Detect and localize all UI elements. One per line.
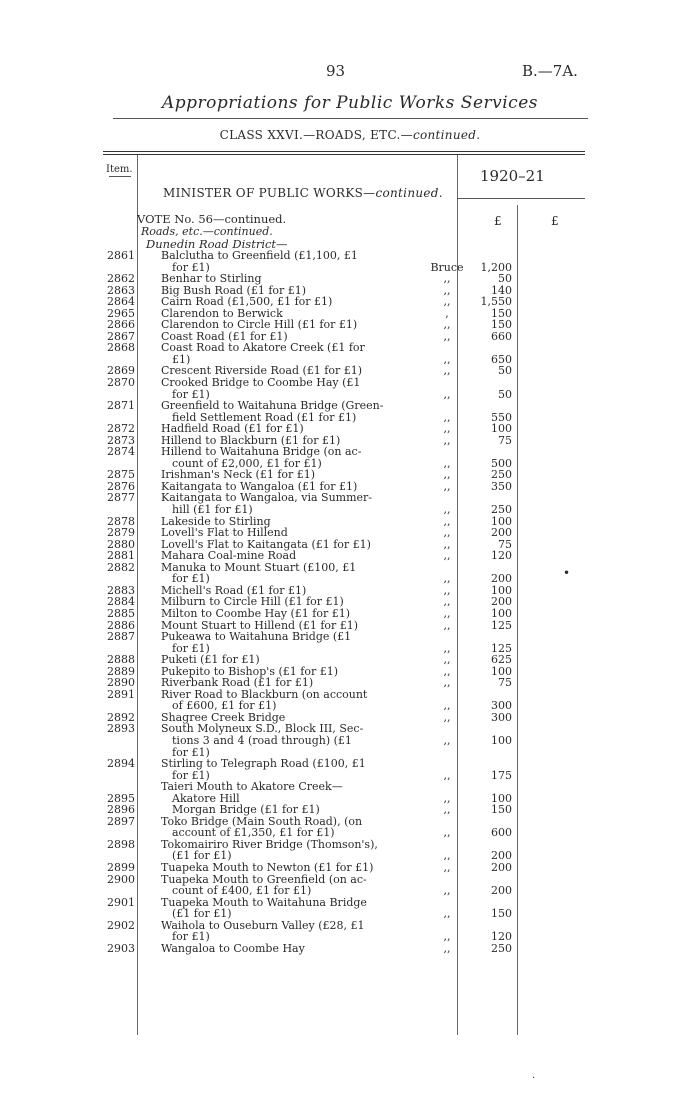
vote-heading: VOTE No. 56—continued. bbox=[137, 212, 287, 226]
item-description: Balclutha to Greenfield (£1,100, £1 bbox=[161, 249, 358, 262]
table-row bbox=[0, 816, 700, 839]
district-heading: Dunedin Road District— bbox=[146, 237, 288, 251]
amount: 125 bbox=[491, 618, 512, 632]
amount: 300 bbox=[491, 699, 512, 713]
item-number: 2876 bbox=[107, 479, 135, 493]
amount: 140 bbox=[491, 283, 512, 297]
amount: 100 bbox=[491, 791, 512, 805]
item-number: 2965 bbox=[107, 306, 135, 320]
item-number: 2890 bbox=[107, 676, 135, 690]
item-number: 2887 bbox=[107, 630, 135, 644]
amount: 50 bbox=[498, 272, 512, 286]
minister-heading bbox=[163, 186, 443, 200]
electorate: ,, bbox=[443, 676, 451, 690]
class-heading-continued: continued. bbox=[412, 128, 481, 142]
table-row bbox=[0, 250, 700, 273]
electorate: ,, bbox=[443, 329, 451, 343]
item-number: 2888 bbox=[107, 653, 135, 667]
amount: 100 bbox=[491, 514, 512, 528]
electorate: ,, bbox=[443, 514, 451, 528]
item-description: Pukeawa to Waitahuna Bridge (£1 bbox=[161, 630, 352, 644]
item-number: 2861 bbox=[107, 249, 135, 262]
electorate: ,, bbox=[443, 884, 451, 898]
item-description: Michell's Road (£1 for £1) bbox=[161, 583, 307, 597]
item-number: 2871 bbox=[107, 399, 135, 413]
amount: 200 bbox=[491, 595, 512, 609]
table-row bbox=[0, 654, 700, 666]
item-description: Waihola to Ouseburn Valley (£28, £1 bbox=[161, 918, 365, 932]
amount: 625 bbox=[491, 653, 512, 667]
item-description: Greenfield to Waitahuna Bridge (Green- bbox=[161, 399, 384, 413]
item-description: Kaitangata to Wangaloa, via Summer- bbox=[161, 491, 373, 505]
table-row bbox=[0, 516, 700, 528]
year-underline bbox=[457, 198, 585, 199]
table-row bbox=[0, 920, 700, 943]
table-row bbox=[0, 781, 700, 793]
item-number: 2862 bbox=[107, 272, 135, 286]
pound-sign: £ bbox=[551, 214, 559, 228]
table-row bbox=[0, 492, 700, 515]
electorate: ,, bbox=[443, 352, 451, 366]
electorate: ,, bbox=[443, 456, 451, 470]
pound-sign: £ bbox=[494, 214, 502, 228]
amount: 100 bbox=[491, 733, 512, 747]
amount: 600 bbox=[491, 826, 512, 840]
item-description: Lovell's Flat to Hillend bbox=[161, 526, 288, 540]
electorate: ,, bbox=[443, 618, 451, 632]
item-number: 2886 bbox=[107, 618, 135, 632]
amount: 75 bbox=[498, 433, 512, 447]
electorate: Bruce bbox=[430, 260, 464, 274]
item-number: 2901 bbox=[107, 895, 135, 909]
item-description: Wangaloa to Coombe Hay bbox=[161, 941, 305, 955]
item-description-continued: £1) bbox=[172, 352, 191, 366]
page-number: 93 bbox=[326, 62, 346, 80]
item-description: Stirling to Telegraph Road (£100, £1 bbox=[161, 757, 366, 771]
electorate: ,, bbox=[443, 826, 451, 840]
amount: 100 bbox=[491, 422, 512, 436]
item-number: 2894 bbox=[107, 757, 135, 771]
item-description: Toko Bridge (Main South Road), (on bbox=[161, 814, 363, 828]
table-top-rule bbox=[103, 151, 585, 152]
electorate: ,, bbox=[443, 537, 451, 551]
amount: 200 bbox=[491, 572, 512, 586]
amount: 200 bbox=[491, 849, 512, 863]
electorate: ,, bbox=[443, 768, 451, 782]
item-number: 2872 bbox=[107, 422, 135, 436]
table-row bbox=[0, 723, 700, 758]
item-description: Crooked Bridge to Coombe Hay (£1 bbox=[161, 376, 361, 390]
electorate: ,, bbox=[443, 641, 451, 655]
item-number: 2884 bbox=[107, 595, 135, 609]
electorate: ,, bbox=[443, 653, 451, 667]
item-number: 2864 bbox=[107, 295, 135, 309]
item-number: 2900 bbox=[107, 872, 135, 886]
table-row bbox=[0, 400, 700, 423]
table-row bbox=[0, 562, 700, 585]
item-description-continued: for £1) bbox=[172, 260, 210, 274]
electorate: ,, bbox=[443, 699, 451, 713]
table-row bbox=[0, 689, 700, 712]
electorate: ,, bbox=[443, 572, 451, 586]
electorate: ,, bbox=[443, 364, 451, 378]
amount: 650 bbox=[491, 352, 512, 366]
item-description-continued: hill (£1 for £1) bbox=[172, 503, 253, 517]
stray-mark: · bbox=[532, 1073, 536, 1084]
item-number: 2877 bbox=[107, 491, 135, 505]
electorate: ,, bbox=[443, 849, 451, 863]
table-row bbox=[0, 897, 700, 920]
item-description: Lakeside to Stirling bbox=[161, 514, 271, 528]
electorate: ,, bbox=[443, 318, 451, 332]
electorate: ,, bbox=[443, 941, 451, 955]
appropriation-rows bbox=[0, 250, 700, 954]
electorate: ,, bbox=[443, 422, 451, 436]
table-top-rule-double bbox=[103, 154, 585, 155]
item-description-continued: for £1) bbox=[172, 572, 210, 586]
item-number: 2863 bbox=[107, 283, 135, 297]
electorate: ,, bbox=[443, 664, 451, 678]
amount: 100 bbox=[491, 606, 512, 620]
table-row bbox=[0, 793, 700, 805]
item-description: Tuapeka Mouth to Newton (£1 for £1) bbox=[161, 860, 374, 874]
item-number: 2874 bbox=[107, 445, 135, 459]
item-description-continued: (£1 for £1) bbox=[172, 849, 232, 863]
item-description: Coast Road (£1 for £1) bbox=[161, 329, 288, 343]
item-description-continued: for £1) bbox=[172, 641, 210, 655]
amount: 550 bbox=[491, 410, 512, 424]
item-number: 2898 bbox=[107, 837, 135, 851]
amount: 1,200 bbox=[480, 260, 512, 274]
electorate: ,, bbox=[443, 468, 451, 482]
electorate: ,, bbox=[443, 803, 451, 817]
amount: 75 bbox=[498, 676, 512, 690]
item-description: Lovell's Flat to Kaitangata (£1 for £1) bbox=[161, 537, 371, 551]
item-description-continued: for £1) bbox=[172, 745, 210, 759]
amount: 660 bbox=[491, 329, 512, 343]
item-number: 2868 bbox=[107, 341, 135, 355]
item-description: Milburn to Circle Hill (£1 for £1) bbox=[161, 595, 344, 609]
class-heading-main: CLASS XXVI.—ROADS, ETC.— bbox=[219, 128, 413, 142]
amount: 125 bbox=[491, 641, 512, 655]
electorate: ,, bbox=[443, 295, 451, 309]
item-description: River Road to Blackburn (on account bbox=[161, 687, 368, 701]
item-number: 2879 bbox=[107, 526, 135, 540]
electorate: ,, bbox=[443, 503, 451, 517]
item-number: 2903 bbox=[107, 941, 135, 955]
item-description: Kaitangata to Wangaloa (£1 for £1) bbox=[161, 479, 358, 493]
page-title: Appropriations for Public Works Services bbox=[162, 93, 538, 113]
item-description-continued: field Settlement Road (£1 for £1) bbox=[172, 410, 357, 424]
table-row bbox=[0, 296, 700, 308]
item-description-continued: tions 3 and 4 (road through) (£1 bbox=[172, 733, 352, 747]
table-row bbox=[0, 319, 700, 331]
amount: 150 bbox=[491, 318, 512, 332]
item-number: 2883 bbox=[107, 583, 135, 597]
class-heading bbox=[0, 128, 700, 142]
electorate: ,, bbox=[443, 595, 451, 609]
item-description: Coast Road to Akatore Creek (£1 for bbox=[161, 341, 365, 355]
table-row bbox=[0, 874, 700, 897]
electorate: ,, bbox=[443, 479, 451, 493]
item-description: Irishman's Neck (£1 for £1) bbox=[161, 468, 316, 482]
item-description: Pukepito to Bishop's (£1 for £1) bbox=[161, 664, 338, 678]
item-number: 2866 bbox=[107, 318, 135, 332]
table-row bbox=[0, 608, 700, 620]
item-description-continued: for £1) bbox=[172, 387, 210, 401]
electorate: ,, bbox=[443, 433, 451, 447]
table-row bbox=[0, 862, 700, 874]
item-description-continued: of £600, £1 for £1) bbox=[172, 699, 277, 713]
electorate: ,, bbox=[443, 410, 451, 424]
item-description: Akatore Hill bbox=[172, 791, 240, 805]
table-row bbox=[0, 585, 700, 597]
item-number: 2893 bbox=[107, 722, 135, 736]
item-number: 2867 bbox=[107, 329, 135, 343]
electorate: ,, bbox=[443, 733, 451, 747]
electorate: ,, bbox=[443, 791, 451, 805]
item-number: 2882 bbox=[107, 560, 135, 574]
item-description: South Molyneux S.D., Block III, Sec- bbox=[161, 722, 364, 736]
amount: 150 bbox=[491, 306, 512, 320]
item-column-header: Item. bbox=[106, 164, 133, 175]
table-row bbox=[0, 285, 700, 297]
item-description: Crescent Riverside Road (£1 for £1) bbox=[161, 364, 363, 378]
item-number: 2902 bbox=[107, 918, 135, 932]
amount: 150 bbox=[491, 907, 512, 921]
electorate: ,, bbox=[443, 283, 451, 297]
item-number: 2889 bbox=[107, 664, 135, 678]
item-description: Riverbank Road (£1 for £1) bbox=[161, 676, 314, 690]
item-description-continued: for £1) bbox=[172, 768, 210, 782]
item-description: Hadfield Road (£1 for £1) bbox=[161, 422, 304, 436]
item-number: 2875 bbox=[107, 468, 135, 482]
amount: 50 bbox=[498, 364, 512, 378]
item-number: 2870 bbox=[107, 376, 135, 390]
item-number: 2899 bbox=[107, 860, 135, 874]
item-description: Puketi (£1 for £1) bbox=[161, 653, 260, 667]
amount: 250 bbox=[491, 941, 512, 955]
item-header-rule bbox=[109, 176, 131, 177]
amount: 1,550 bbox=[480, 295, 512, 309]
item-description: Milton to Coombe Hay (£1 for £1) bbox=[161, 606, 350, 620]
title-rule bbox=[113, 118, 588, 119]
amount: 200 bbox=[491, 526, 512, 540]
item-description: Hillend to Blackburn (£1 for £1) bbox=[161, 433, 341, 447]
minister-heading-main: MINISTER OF PUBLIC WORKS— bbox=[163, 186, 376, 200]
stray-mark: • bbox=[563, 566, 571, 580]
table-row bbox=[0, 539, 700, 551]
amount: 120 bbox=[491, 549, 512, 563]
table-row bbox=[0, 596, 700, 608]
amount: 300 bbox=[491, 710, 512, 724]
item-number: 2891 bbox=[107, 687, 135, 701]
item-number: 2878 bbox=[107, 514, 135, 528]
table-row bbox=[0, 839, 700, 862]
roads-subheading: Roads, etc.—continued. bbox=[141, 225, 273, 238]
amount: 350 bbox=[491, 479, 512, 493]
table-row bbox=[0, 666, 700, 678]
item-description: Shagree Creek Bridge bbox=[161, 710, 286, 724]
electorate: ,, bbox=[443, 526, 451, 540]
item-description: Mahara Coal-mine Road bbox=[161, 549, 297, 563]
item-description: Big Bush Road (£1 for £1) bbox=[161, 283, 307, 297]
amount: 175 bbox=[491, 768, 512, 782]
item-description: Benhar to Stirling bbox=[161, 272, 262, 286]
amount: 250 bbox=[491, 503, 512, 517]
item-description-continued: (£1 for £1) bbox=[172, 907, 232, 921]
table-row bbox=[0, 377, 700, 400]
electorate: , bbox=[445, 306, 449, 320]
item-description: Manuka to Mount Stuart (£100, £1 bbox=[161, 560, 357, 574]
item-number: 2892 bbox=[107, 710, 135, 724]
item-number: 2897 bbox=[107, 814, 135, 828]
item-number: 2885 bbox=[107, 606, 135, 620]
year-header: 1920–21 bbox=[480, 167, 545, 185]
item-description: Taieri Mouth to Akatore Creek— bbox=[161, 780, 343, 794]
item-number: 2880 bbox=[107, 537, 135, 551]
table-row bbox=[0, 943, 700, 955]
item-number: 2881 bbox=[107, 549, 135, 563]
amount: 500 bbox=[491, 456, 512, 470]
item-description-continued: for £1) bbox=[172, 930, 210, 944]
item-description: Clarendon to Berwick bbox=[161, 306, 283, 320]
item-description: Tuapeka Mouth to Waitahuna Bridge bbox=[161, 895, 367, 909]
electorate: ,, bbox=[443, 907, 451, 921]
item-description: Clarendon to Circle Hill (£1 for £1) bbox=[161, 318, 358, 332]
electorate: ,, bbox=[443, 606, 451, 620]
item-description: Tokomairiro River Bridge (Thomson's), bbox=[161, 837, 378, 851]
item-description: Mount Stuart to Hillend (£1 for £1) bbox=[161, 618, 359, 632]
amount: 100 bbox=[491, 664, 512, 678]
item-description: Tuapeka Mouth to Greenfield (on ac- bbox=[161, 872, 367, 886]
electorate: ,, bbox=[443, 930, 451, 944]
table-row bbox=[0, 527, 700, 539]
electorate: ,, bbox=[443, 860, 451, 874]
electorate: ,, bbox=[443, 272, 451, 286]
item-number: 2869 bbox=[107, 364, 135, 378]
amount: 250 bbox=[491, 468, 512, 482]
electorate: ,, bbox=[443, 549, 451, 563]
electorate: ,, bbox=[443, 583, 451, 597]
document-reference: B.—7A. bbox=[522, 62, 578, 80]
table-row bbox=[0, 758, 700, 781]
table-row bbox=[0, 423, 700, 435]
item-description: Cairn Road (£1,500, £1 for £1) bbox=[161, 295, 333, 309]
item-description: Hillend to Waitahuna Bridge (on ac- bbox=[161, 445, 362, 459]
item-number: 2896 bbox=[107, 803, 135, 817]
amount: 200 bbox=[491, 860, 512, 874]
amount: 100 bbox=[491, 583, 512, 597]
electorate: ,, bbox=[443, 710, 451, 724]
amount: 120 bbox=[491, 930, 512, 944]
item-number: 2873 bbox=[107, 433, 135, 447]
table-row bbox=[0, 631, 700, 654]
table-row bbox=[0, 446, 700, 469]
electorate: ,, bbox=[443, 387, 451, 401]
item-description: Morgan Bridge (£1 for £1) bbox=[172, 803, 320, 817]
amount: 75 bbox=[498, 537, 512, 551]
item-description-continued: account of £1,350, £1 for £1) bbox=[172, 826, 335, 840]
item-description-continued: count of £400, £1 for £1) bbox=[172, 884, 312, 898]
table-row bbox=[0, 273, 700, 285]
amount: 150 bbox=[491, 803, 512, 817]
item-number: 2895 bbox=[107, 791, 135, 805]
amount: 50 bbox=[498, 387, 512, 401]
table-row bbox=[0, 342, 700, 365]
amount: 200 bbox=[491, 884, 512, 898]
item-description-continued: count of £2,000, £1 for £1) bbox=[172, 456, 322, 470]
minister-heading-continued: continued. bbox=[375, 186, 443, 200]
